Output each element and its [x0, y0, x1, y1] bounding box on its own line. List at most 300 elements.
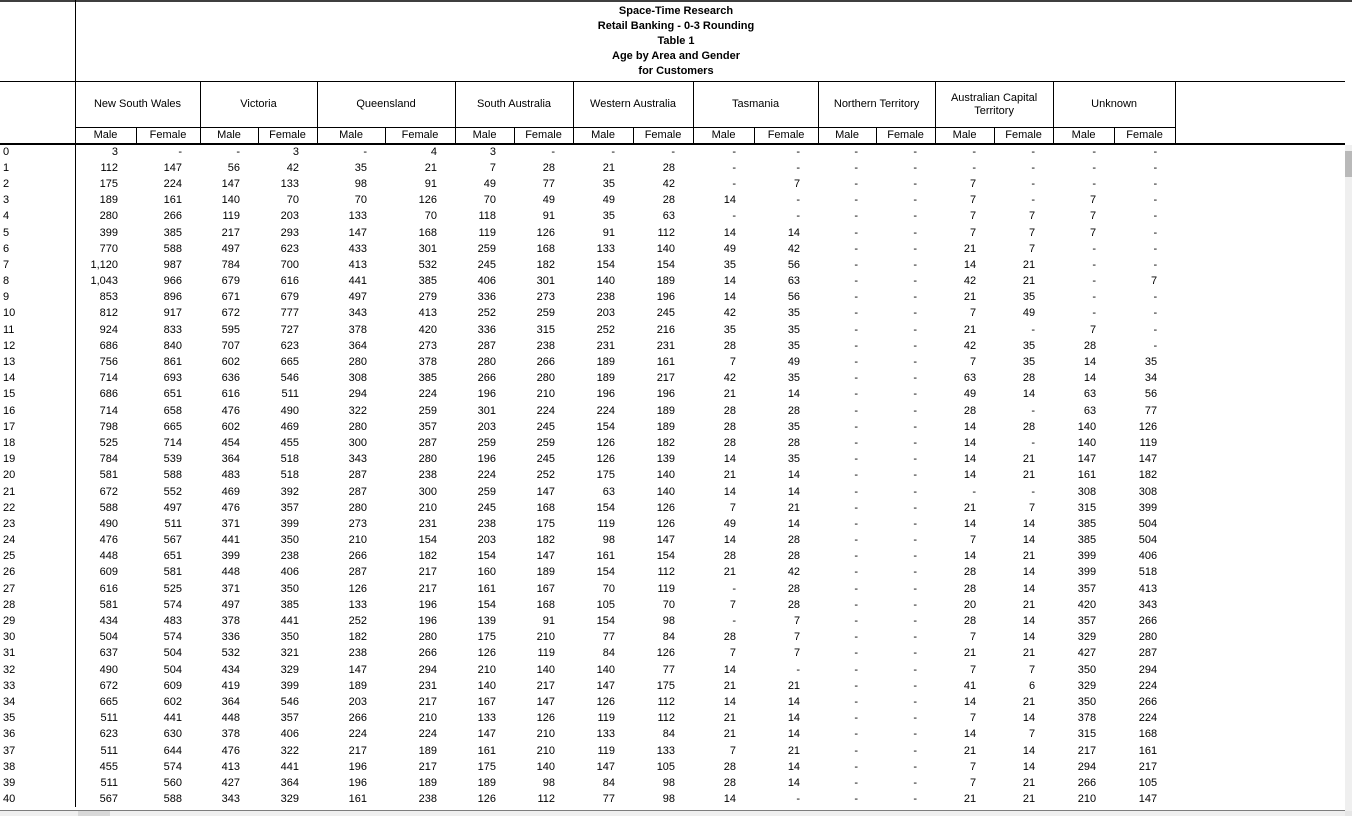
table-cell: 658	[163, 404, 182, 417]
table-cell: 14	[787, 776, 801, 789]
table-cell: 280	[1138, 631, 1158, 644]
table-cell: -	[854, 420, 859, 433]
table-cell: 518	[280, 469, 300, 482]
table-cell: 399	[221, 550, 240, 563]
table-cell: -	[1153, 291, 1158, 304]
table-cell: 140	[536, 663, 556, 676]
table-cell: 161	[163, 194, 182, 207]
table-cell: 378	[1077, 712, 1097, 725]
table-cell: 525	[163, 582, 182, 595]
table-row	[0, 305, 1345, 321]
table-cell: 231	[418, 679, 438, 692]
table-cell: 350	[280, 582, 300, 595]
table-cell: 21	[1022, 453, 1036, 466]
table-cell: 14	[787, 760, 801, 773]
table-cell: 196	[348, 776, 368, 789]
row-filler	[1175, 419, 1345, 435]
table-cell: 119	[597, 744, 616, 757]
table-cell: 350	[280, 534, 300, 547]
table-cell: 119	[657, 582, 676, 595]
table-cell: -	[913, 615, 918, 628]
row-filler	[1175, 581, 1345, 597]
gender-subheader: Female	[385, 128, 455, 144]
table-cell: 308	[1138, 485, 1158, 498]
table-cell: 280	[348, 420, 368, 433]
table-cell: 665	[163, 420, 182, 433]
table-cell: 665	[99, 695, 118, 708]
table-cell: 105	[656, 760, 676, 773]
column-group-header-6: Northern Territory	[818, 82, 935, 128]
table-cell: -	[913, 582, 918, 595]
table-cell: 602	[163, 695, 182, 708]
table-cell: 784	[99, 453, 118, 466]
table-cell: -	[913, 372, 918, 385]
table-cell: 294	[418, 663, 438, 676]
table-row	[0, 451, 1345, 467]
table-cell: 14	[963, 453, 977, 466]
table-cell: 497	[163, 501, 182, 514]
table-cell: -	[913, 534, 918, 547]
table-cell: 427	[221, 776, 240, 789]
table-cell: 189	[99, 194, 118, 207]
table-cell: 329	[280, 793, 300, 806]
table-cell: 210	[536, 631, 556, 644]
table-cell: -	[913, 712, 918, 725]
row-filler	[1175, 160, 1345, 176]
table-row	[0, 467, 1345, 483]
table-cell: 21	[1022, 275, 1036, 288]
row-filler	[1175, 629, 1345, 645]
table-cell: 7	[969, 210, 977, 223]
age-row-label: 25	[0, 548, 75, 564]
table-row	[0, 403, 1345, 419]
row-filler	[1175, 710, 1345, 726]
table-cell: 147	[536, 695, 556, 708]
age-by-area-gender-table	[0, 81, 1345, 807]
table-cell: -	[854, 339, 859, 352]
table-cell: -	[1031, 404, 1036, 417]
table-cell: 21	[602, 161, 616, 174]
age-row-label: 16	[0, 403, 75, 419]
table-cell: 119	[1139, 436, 1158, 449]
table-cell: 182	[536, 534, 556, 547]
table-cell: 98	[542, 776, 556, 789]
table-cell: -	[913, 275, 918, 288]
table-cell: 7	[729, 598, 737, 611]
table-cell: 1,120	[90, 258, 118, 271]
table-cell: 609	[163, 679, 182, 692]
table-cell: -	[854, 275, 859, 288]
table-cell: 385	[1077, 517, 1097, 530]
table-row	[0, 435, 1345, 451]
table-cell: 140	[221, 194, 240, 207]
table-cell: 42	[963, 275, 977, 288]
table-cell: 419	[221, 679, 240, 692]
table-cell: 287	[348, 485, 368, 498]
table-cell: -	[913, 485, 918, 498]
table-cell: 287	[1138, 647, 1158, 660]
column-group-header-1: Victoria	[200, 82, 317, 128]
table-cell: 140	[477, 679, 497, 692]
age-row-label: 32	[0, 662, 75, 678]
table-row	[0, 483, 1345, 499]
table-cell: -	[1031, 146, 1036, 159]
table-cell: 245	[656, 307, 676, 320]
table-cell: 210	[418, 712, 438, 725]
table-row	[0, 710, 1345, 726]
table-cell: 448	[221, 566, 240, 579]
table-cell: 14	[723, 226, 737, 239]
table-cell: 322	[280, 744, 300, 757]
table-cell: 126	[656, 501, 676, 514]
table-cell: 896	[163, 291, 182, 304]
table-cell: 189	[418, 744, 438, 757]
table-cell: 336	[477, 323, 497, 336]
table-cell: 14	[1022, 631, 1036, 644]
table-cell: 210	[418, 501, 438, 514]
table-cell: 105	[1138, 776, 1158, 789]
table-cell: 189	[418, 776, 438, 789]
table-cell: 476	[99, 534, 118, 547]
table-cell: 364	[221, 453, 240, 466]
table-cell: -	[913, 404, 918, 417]
table-row	[0, 338, 1345, 354]
table-cell: 7	[969, 631, 977, 644]
table-cell: 147	[596, 760, 616, 773]
table-cell: 343	[221, 793, 240, 806]
table-cell: 28	[1022, 372, 1036, 385]
table-cell: 14	[787, 226, 801, 239]
table-cell: -	[913, 177, 918, 190]
table-cell: 623	[99, 728, 118, 741]
table-row	[0, 144, 1345, 160]
table-cell: 14	[787, 728, 801, 741]
table-cell: -	[551, 146, 556, 159]
table-cell: 140	[1077, 420, 1097, 433]
table-cell: 518	[280, 453, 300, 466]
table-cell: 49	[542, 194, 556, 207]
table-cell: 119	[597, 517, 616, 530]
table-cell: 490	[280, 404, 300, 417]
table-cell: 182	[348, 631, 368, 644]
age-row-label: 12	[0, 338, 75, 354]
table-cell: -	[913, 323, 918, 336]
table-cell: 126	[1138, 420, 1158, 433]
row-filler	[1175, 662, 1345, 678]
table-cell: 147	[348, 663, 368, 676]
table-cell: 21	[787, 501, 801, 514]
table-cell: 35	[1022, 339, 1036, 352]
table-cell: 112	[657, 712, 676, 725]
age-row-label: 36	[0, 726, 75, 742]
table-cell: 7	[729, 647, 737, 660]
table-cell: 224	[418, 728, 438, 741]
table-row	[0, 678, 1345, 694]
table-cell: 14	[723, 663, 737, 676]
table-cell: 154	[418, 534, 438, 547]
table-cell: 126	[596, 436, 616, 449]
age-row-label: 19	[0, 451, 75, 467]
table-cell: 399	[280, 679, 300, 692]
table-cell: 287	[418, 436, 438, 449]
table-cell: 147	[1138, 453, 1158, 466]
table-cell: 350	[1077, 695, 1097, 708]
table-cell: 525	[99, 436, 118, 449]
table-row	[0, 192, 1345, 208]
table-row	[0, 613, 1345, 629]
row-filler	[1175, 791, 1345, 807]
age-row-label: 34	[0, 694, 75, 710]
table-cell: 63	[963, 372, 977, 385]
table-cell: 546	[280, 372, 300, 385]
table-cell: 357	[1077, 582, 1097, 595]
table-cell: 511	[100, 744, 118, 757]
stub-column-divider	[75, 0, 76, 81]
table-cell: 217	[418, 695, 438, 708]
table-cell: 28	[1083, 339, 1097, 352]
table-cell: -	[854, 356, 859, 369]
table-cell: 42	[963, 339, 977, 352]
horizontal-scrollbar-track[interactable]	[0, 811, 1352, 816]
table-cell: 91	[542, 210, 556, 223]
table-cell: 413	[348, 258, 368, 271]
table-cell: 21	[963, 793, 977, 806]
table-cell: 14	[963, 420, 977, 433]
table-cell: -	[913, 517, 918, 530]
table-cell: 595	[221, 323, 240, 336]
table-cell: 301	[418, 242, 438, 255]
table-cell: 350	[280, 631, 300, 644]
table-cell: 448	[99, 550, 118, 563]
table-cell: 539	[163, 453, 182, 466]
table-cell: 266	[348, 712, 368, 725]
table-cell: 245	[477, 258, 497, 271]
table-cell: 588	[163, 469, 182, 482]
table-cell: 7	[969, 534, 977, 547]
table-cell: 14	[787, 695, 801, 708]
table-cell: 21	[963, 323, 977, 336]
table-cell: -	[854, 242, 859, 255]
table-cell: 21	[963, 291, 977, 304]
table-cell: 7	[1089, 194, 1097, 207]
table-cell: 91	[602, 226, 616, 239]
table-cell: 266	[1138, 615, 1158, 628]
table-cell: 14	[1022, 534, 1036, 547]
table-cell: 238	[348, 647, 368, 660]
table-cell: 497	[221, 598, 240, 611]
table-cell: 14	[963, 728, 977, 741]
table-cell: 21	[723, 712, 737, 725]
age-row-label: 33	[0, 678, 75, 694]
table-cell: 91	[542, 615, 556, 628]
table-row	[0, 581, 1345, 597]
table-cell: 511	[100, 776, 118, 789]
row-filler	[1175, 224, 1345, 240]
table-cell: 630	[163, 728, 182, 741]
vertical-scrollbar-track[interactable]	[1345, 145, 1352, 816]
table-cell: 21	[1022, 695, 1036, 708]
gender-subheader: Male	[75, 128, 136, 144]
table-cell: 35	[787, 339, 801, 352]
table-cell: 623	[280, 339, 300, 352]
row-filler	[1175, 322, 1345, 338]
gender-subheader: Male	[1053, 128, 1114, 144]
table-cell: 833	[163, 323, 182, 336]
table-cell: 7	[793, 177, 801, 190]
row-filler	[1175, 532, 1345, 548]
table-cell: -	[854, 695, 859, 708]
age-row-label: 6	[0, 241, 75, 257]
table-cell: 21	[1022, 793, 1036, 806]
table-cell: 266	[536, 356, 556, 369]
table-cell: 651	[163, 388, 182, 401]
table-cell: -	[913, 339, 918, 352]
table-cell: -	[796, 146, 801, 159]
table-cell: 483	[221, 469, 240, 482]
table-cell: 266	[477, 372, 497, 385]
table-cell: -	[854, 793, 859, 806]
table-cell: -	[913, 356, 918, 369]
table-cell: 672	[221, 307, 240, 320]
age-row-label: 39	[0, 775, 75, 791]
table-cell: 49	[787, 356, 801, 369]
table-cell: 588	[163, 242, 182, 255]
top-border-band	[0, 0, 1352, 2]
table-cell: 20	[963, 598, 977, 611]
table-cell: -	[913, 258, 918, 271]
table-cell: 476	[221, 404, 240, 417]
table-cell: 21	[723, 728, 737, 741]
table-cell: 224	[536, 404, 556, 417]
table-cell: -	[732, 615, 737, 628]
table-cell: 154	[656, 258, 676, 271]
age-row-label: 38	[0, 759, 75, 775]
table-cell: 70	[286, 194, 300, 207]
age-row-label: 27	[0, 581, 75, 597]
table-cell: 14	[1022, 566, 1036, 579]
table-cell: 167	[536, 582, 556, 595]
row-filler	[1175, 305, 1345, 321]
table-cell: 784	[221, 258, 240, 271]
table-row	[0, 176, 1345, 192]
table-cell: 147	[163, 161, 182, 174]
horizontal-scrollbar-thumb[interactable]	[78, 811, 110, 816]
table-cell: -	[913, 647, 918, 660]
table-cell: 35	[1022, 291, 1036, 304]
age-row-label: 11	[0, 322, 75, 338]
table-cell: 588	[99, 501, 118, 514]
table-cell: 14	[1083, 356, 1097, 369]
table-cell: 28	[723, 339, 737, 352]
table-cell: 7	[969, 712, 977, 725]
gender-subheader: Female	[754, 128, 818, 144]
table-cell: 224	[596, 404, 616, 417]
table-cell: 126	[536, 226, 556, 239]
table-cell: 70	[354, 194, 368, 207]
age-row-label: 9	[0, 289, 75, 305]
table-cell: -	[732, 161, 737, 174]
table-cell: 189	[656, 420, 676, 433]
table-cell: -	[1153, 161, 1158, 174]
table-cell: 28	[787, 598, 801, 611]
table-cell: 343	[348, 453, 368, 466]
table-cell: 196	[477, 388, 497, 401]
table-cell: 413	[1138, 582, 1158, 595]
table-cell: 6	[1028, 679, 1036, 692]
table-cell: 651	[163, 550, 182, 563]
table-cell: 385	[280, 598, 300, 611]
table-cell: 133	[656, 744, 676, 757]
table-cell: 357	[1077, 615, 1097, 628]
table-cell: 21	[963, 744, 977, 757]
table-cell: 217	[536, 679, 556, 692]
table-cell: 7	[969, 194, 977, 207]
table-cell: 28	[723, 420, 737, 433]
table-cell: -	[854, 258, 859, 271]
table-row	[0, 548, 1345, 564]
table-cell: 7	[1028, 728, 1036, 741]
table-cell: 378	[348, 323, 368, 336]
table-cell: 49	[723, 242, 737, 255]
table-cell: 14	[1022, 388, 1036, 401]
table-cell: 14	[723, 194, 737, 207]
table-row	[0, 500, 1345, 516]
table-cell: 140	[656, 469, 676, 482]
table-cell: -	[854, 307, 859, 320]
table-cell: 336	[477, 291, 497, 304]
table-cell: 168	[418, 226, 438, 239]
table-cell: 252	[477, 307, 497, 320]
table-cell: 644	[163, 744, 182, 757]
row-filler	[1175, 241, 1345, 257]
table-cell: -	[854, 210, 859, 223]
table-cell: 28	[787, 436, 801, 449]
table-cell: 399	[99, 226, 118, 239]
table-cell: 7	[1028, 226, 1036, 239]
table-cell: 245	[536, 453, 556, 466]
table-cell: 441	[221, 534, 240, 547]
table-cell: 308	[348, 372, 368, 385]
row-filler	[1175, 386, 1345, 402]
table-cell: 126	[536, 712, 556, 725]
table-cell: 378	[418, 356, 438, 369]
table-cell: -	[732, 210, 737, 223]
row-filler	[1175, 597, 1345, 613]
table-cell: 917	[163, 307, 182, 320]
table-cell: -	[972, 161, 977, 174]
table-row	[0, 289, 1345, 305]
table-cell: 49	[602, 194, 616, 207]
table-cell: 77	[542, 177, 556, 190]
table-cell: 581	[163, 566, 182, 579]
table-cell: 126	[596, 453, 616, 466]
table-cell: 175	[477, 760, 497, 773]
table-cell: 406	[280, 566, 300, 579]
gender-subheader: Female	[876, 128, 935, 144]
age-row-label: 37	[0, 742, 75, 758]
table-cell: 63	[787, 275, 801, 288]
table-cell: 574	[163, 760, 182, 773]
table-cell: 483	[163, 615, 182, 628]
table-cell: 14	[963, 436, 977, 449]
vertical-scrollbar-thumb[interactable]	[1345, 151, 1352, 177]
table-cell: 14	[723, 275, 737, 288]
table-cell: 42	[286, 161, 300, 174]
table-cell: 385	[418, 372, 438, 385]
row-header-stub	[0, 82, 75, 144]
table-cell: 280	[418, 631, 438, 644]
table-cell: 147	[1138, 793, 1158, 806]
